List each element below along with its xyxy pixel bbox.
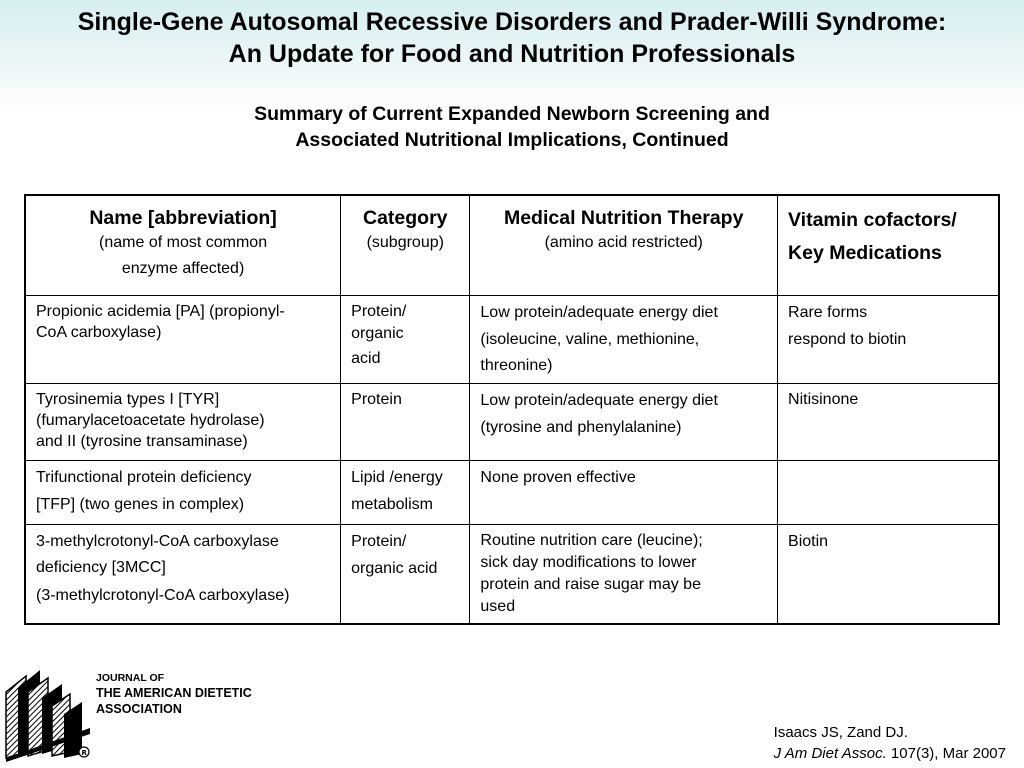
page-title — [0, 6, 1024, 70]
header-category — [341, 195, 470, 295]
cell-text: Propionic acidemia [PA] (propionyl- — [36, 302, 285, 320]
journal-line-2: THE AMERICAN DIETETIC — [96, 686, 252, 700]
cell-vitamins — [778, 460, 999, 524]
svg-text:R: R — [81, 749, 87, 757]
cell-text: metabolism — [351, 495, 433, 513]
cell-text: respond to biotin — [788, 330, 907, 348]
cell-name — [25, 295, 341, 383]
header-name — [25, 195, 341, 295]
screening-summary-table — [24, 194, 1000, 625]
cell-text: Protein — [351, 390, 402, 408]
table-row — [25, 295, 999, 383]
cell-text: (tyrosine and phenylalanine) — [480, 418, 682, 436]
cell-category — [341, 524, 470, 624]
subtitle-line-2: Associated Nutritional Implications, Continued — [295, 129, 729, 151]
cell-category — [341, 383, 470, 460]
cell-therapy — [470, 295, 778, 383]
header-category-sub: (subgroup) — [366, 234, 444, 251]
cell-text: 3-methylcrotonyl-CoA carboxylase — [36, 532, 279, 550]
cell-text: Trifunctional protein deficiency — [36, 468, 252, 486]
cell-text: organic — [351, 324, 404, 342]
citation-authors: Isaacs JS, Zand DJ. — [773, 724, 908, 741]
header-vitamins — [778, 195, 999, 295]
header-therapy-main: Medical Nutrition Therapy — [503, 207, 744, 229]
cell-vitamins — [778, 383, 999, 460]
cell-name — [25, 383, 341, 460]
cell-therapy — [470, 524, 778, 624]
cell-category — [341, 295, 470, 383]
cell-text: Tyrosinemia types I [TYR] — [36, 390, 220, 408]
cell-text: Low protein/adequate energy diet — [480, 391, 718, 409]
cell-text: used — [480, 597, 516, 615]
cell-text: Protein/ — [351, 532, 407, 550]
cell-category — [341, 460, 470, 524]
cell-text: Protein/ — [351, 302, 407, 320]
cell-text: organic acid — [351, 559, 438, 577]
subtitle-line-1: Summary of Current Expanded Newborn Screening and — [254, 103, 770, 125]
cell-name — [25, 460, 341, 524]
header-vitamins-line-1: Vitamin cofactors/ — [788, 209, 957, 231]
cell-text: (3-methylcrotonyl-CoA carboxylase) — [36, 586, 290, 604]
cell-text: Nitisinone — [788, 390, 859, 408]
citation-details: 107(3), Mar 2007 — [886, 745, 1006, 762]
cell-text: None proven effective — [480, 468, 636, 486]
cell-text: Rare forms — [788, 303, 868, 321]
header-name-sub-2: enzyme affected) — [121, 260, 245, 277]
table-header-row — [25, 195, 999, 295]
header-category-main: Category — [363, 207, 448, 229]
cell-text: CoA carboxylase) — [36, 323, 162, 341]
cell-text: Lipid /energy — [351, 468, 443, 486]
cell-text: (fumarylacetoacetate hydrolase) — [36, 411, 265, 429]
cell-text: [TFP] (two genes in complex) — [36, 495, 245, 513]
table-row — [25, 524, 999, 624]
cell-text: and II (tyrosine transaminase) — [36, 432, 248, 450]
cell-therapy — [470, 383, 778, 460]
citation — [774, 722, 1006, 764]
cell-text: (isoleucine, valine, methionine, — [480, 330, 700, 348]
cell-text: Biotin — [788, 532, 829, 550]
cell-text: Low protein/adequate energy diet — [480, 303, 718, 321]
header-name-sub-1: (name of most common — [99, 234, 268, 251]
title-line-2: An Update for Food and Nutrition Professionals — [228, 40, 796, 68]
header-vitamins-line-2: Key Medications — [788, 242, 942, 264]
cell-text: Routine nutrition care (leucine); — [480, 531, 703, 549]
cell-vitamins — [778, 295, 999, 383]
header-therapy — [470, 195, 778, 295]
header-name-main: Name [abbreviation] — [89, 207, 277, 229]
journal-name — [96, 671, 252, 717]
cell-vitamins — [778, 524, 999, 624]
cell-name — [25, 524, 341, 624]
cell-text: threonine) — [480, 356, 553, 374]
journal-line-3: ASSOCIATION — [96, 702, 182, 716]
journal-line-1: JOURNAL OF — [96, 672, 165, 684]
cell-therapy — [470, 460, 778, 524]
table-title — [0, 101, 1024, 153]
citation-source — [774, 743, 1006, 764]
title-line-1: Single-Gene Autosomal Recessive Disorders and Prader-Willi Syndrome: — [77, 8, 947, 36]
cell-text: deficiency [3MCC] — [36, 558, 166, 576]
cell-text: protein and raise sugar may be — [480, 575, 701, 593]
table-row — [25, 383, 999, 460]
header-therapy-sub: (amino acid restricted) — [544, 234, 703, 251]
ada-building-logo-icon — [4, 662, 92, 762]
citation-journal: J Am Diet Assoc. — [773, 745, 887, 762]
cell-text: sick day modifications to lower — [480, 553, 697, 571]
cell-text: acid — [351, 349, 381, 367]
table-row — [25, 460, 999, 524]
